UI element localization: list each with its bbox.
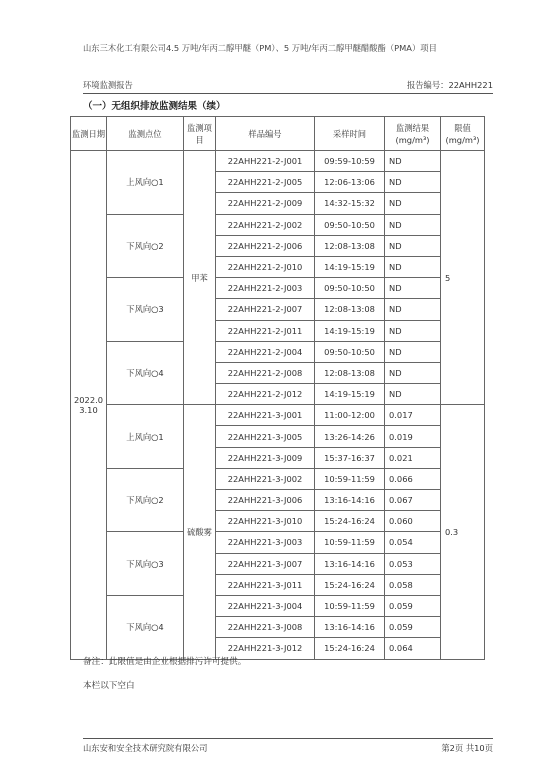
sample-cell: 22AHH221-2-J005 [216,172,315,193]
result-cell: ND [385,235,441,256]
point-cell: 下风向○2 [107,468,184,532]
table-row [71,405,485,426]
limit-cell: 5 [441,151,485,405]
result-cell: ND [385,362,441,383]
result-cell: 0.021 [385,447,441,468]
header-item: 监测项目 [184,117,216,151]
time-cell: 14:32-15:32 [315,193,385,214]
time-cell: 09:50-10:50 [315,341,385,362]
time-cell: 09:50-10:50 [315,278,385,299]
sample-cell: 22AHH221-3-J008 [216,617,315,638]
time-cell: 13:16-14:16 [315,553,385,574]
result-cell: ND [385,151,441,172]
time-cell: 11:00-12:00 [315,405,385,426]
item-cell: 甲苯 [184,151,216,405]
point-cell: 下风向○4 [107,595,184,659]
time-cell: 15:37-16:37 [315,447,385,468]
time-cell: 13:26-14:26 [315,426,385,447]
sample-cell: 22AHH221-3-J004 [216,595,315,616]
sample-cell: 22AHH221-2-J004 [216,341,315,362]
time-cell: 15:24-16:24 [315,574,385,595]
table-row [71,151,485,172]
time-cell: 12:08-13:08 [315,299,385,320]
time-cell: 12:08-13:08 [315,362,385,383]
point-cell: 上风向○1 [107,405,184,469]
header-date: 监测日期 [71,117,107,151]
table-header-row [71,117,485,151]
sample-cell: 22AHH221-3-J010 [216,511,315,532]
table-row [71,278,485,299]
sample-cell: 22AHH221-2-J010 [216,256,315,277]
point-cell: 下风向○3 [107,532,184,596]
sample-cell: 22AHH221-3-J011 [216,574,315,595]
report-type: 环境监测报告 [83,80,133,90]
sample-cell: 22AHH221-2-J009 [216,193,315,214]
result-cell: 0.059 [385,595,441,616]
time-cell: 15:24-16:24 [315,511,385,532]
time-cell: 09:59-10:59 [315,151,385,172]
sample-cell: 22AHH221-3-J003 [216,532,315,553]
result-cell: 0.059 [385,617,441,638]
time-cell: 14:19-15:19 [315,256,385,277]
time-cell: 14:19-15:19 [315,384,385,405]
sample-cell: 22AHH221-3-J009 [216,447,315,468]
sample-cell: 22AHH221-2-J006 [216,235,315,256]
sample-cell: 22AHH221-2-J007 [216,299,315,320]
page-number: 第2页 共10页 [441,743,493,753]
sample-cell: 22AHH221-2-J008 [216,362,315,383]
table-row [71,532,485,553]
sample-cell: 22AHH221-3-J006 [216,490,315,511]
limit-cell: 0.3 [441,405,485,659]
item-cell: 硫酸雾 [184,405,216,659]
result-cell: 0.064 [385,638,441,659]
result-cell: 0.067 [385,490,441,511]
project-title: 山东三木化工有限公司4.5 万吨/年丙二醇甲醚（PM）、5 万吨/年丙二醇甲醚醋酸酯（PMA）项目 [83,43,437,53]
date-cell: 2022.03.10 [71,151,107,660]
table-row [71,468,485,489]
report-header-bar [83,79,493,94]
result-cell: 0.053 [385,553,441,574]
result-cell: 0.019 [385,426,441,447]
sample-cell: 22AHH221-2-J003 [216,278,315,299]
result-cell: ND [385,320,441,341]
result-cell: 0.054 [385,532,441,553]
time-cell: 14:19-15:19 [315,320,385,341]
sample-cell: 22AHH221-3-J002 [216,468,315,489]
sample-cell: 22AHH221-2-J002 [216,214,315,235]
result-cell: ND [385,278,441,299]
result-cell: 0.017 [385,405,441,426]
result-cell: ND [385,193,441,214]
result-cell: 0.066 [385,468,441,489]
sample-cell: 22AHH221-3-J001 [216,405,315,426]
header-limit: 限值(mg/m³) [441,117,485,151]
result-cell: ND [385,384,441,405]
time-cell: 09:50-10:50 [315,214,385,235]
time-cell: 15:24-16:24 [315,638,385,659]
result-cell: 0.058 [385,574,441,595]
result-cell: ND [385,341,441,362]
point-cell: 下风向○2 [107,214,184,278]
point-cell: 下风向○3 [107,278,184,342]
sample-cell: 22AHH221-3-J012 [216,638,315,659]
header-sample: 样品编号 [216,117,315,151]
time-cell: 13:16-14:16 [315,617,385,638]
sample-cell: 22AHH221-2-J012 [216,384,315,405]
time-cell: 10:59-11:59 [315,532,385,553]
header-result: 监测结果(mg/m³) [385,117,441,151]
blank-note: 本栏以下空白 [83,681,135,691]
monitoring-results-table [70,116,485,660]
remark-note: 备注：此限值是由企业根据排污许可提供。 [83,657,247,667]
header-time: 采样时间 [315,117,385,151]
time-cell: 10:59-11:59 [315,595,385,616]
time-cell: 12:08-13:08 [315,235,385,256]
section-title: （一）无组织排放监测结果（续） [83,101,226,112]
institute-name: 山东安和安全技术研究院有限公司 [83,743,208,753]
report-number: 报告编号：22AHH221 [406,80,493,90]
result-cell: ND [385,214,441,235]
table-row [71,595,485,616]
sample-cell: 22AHH221-2-J011 [216,320,315,341]
result-cell: ND [385,172,441,193]
point-cell: 下风向○4 [107,341,184,405]
sample-cell: 22AHH221-3-J007 [216,553,315,574]
time-cell: 12:06-13:06 [315,172,385,193]
result-cell: ND [385,256,441,277]
table-row [71,341,485,362]
point-cell: 上风向○1 [107,151,184,215]
result-cell: 0.060 [385,511,441,532]
page-footer [83,738,493,755]
result-cell: ND [385,299,441,320]
time-cell: 10:59-11:59 [315,468,385,489]
table-body [71,151,485,660]
time-cell: 13:16-14:16 [315,490,385,511]
sample-cell: 22AHH221-3-J005 [216,426,315,447]
table-row [71,214,485,235]
header-point: 监测点位 [107,117,184,151]
sample-cell: 22AHH221-2-J001 [216,151,315,172]
